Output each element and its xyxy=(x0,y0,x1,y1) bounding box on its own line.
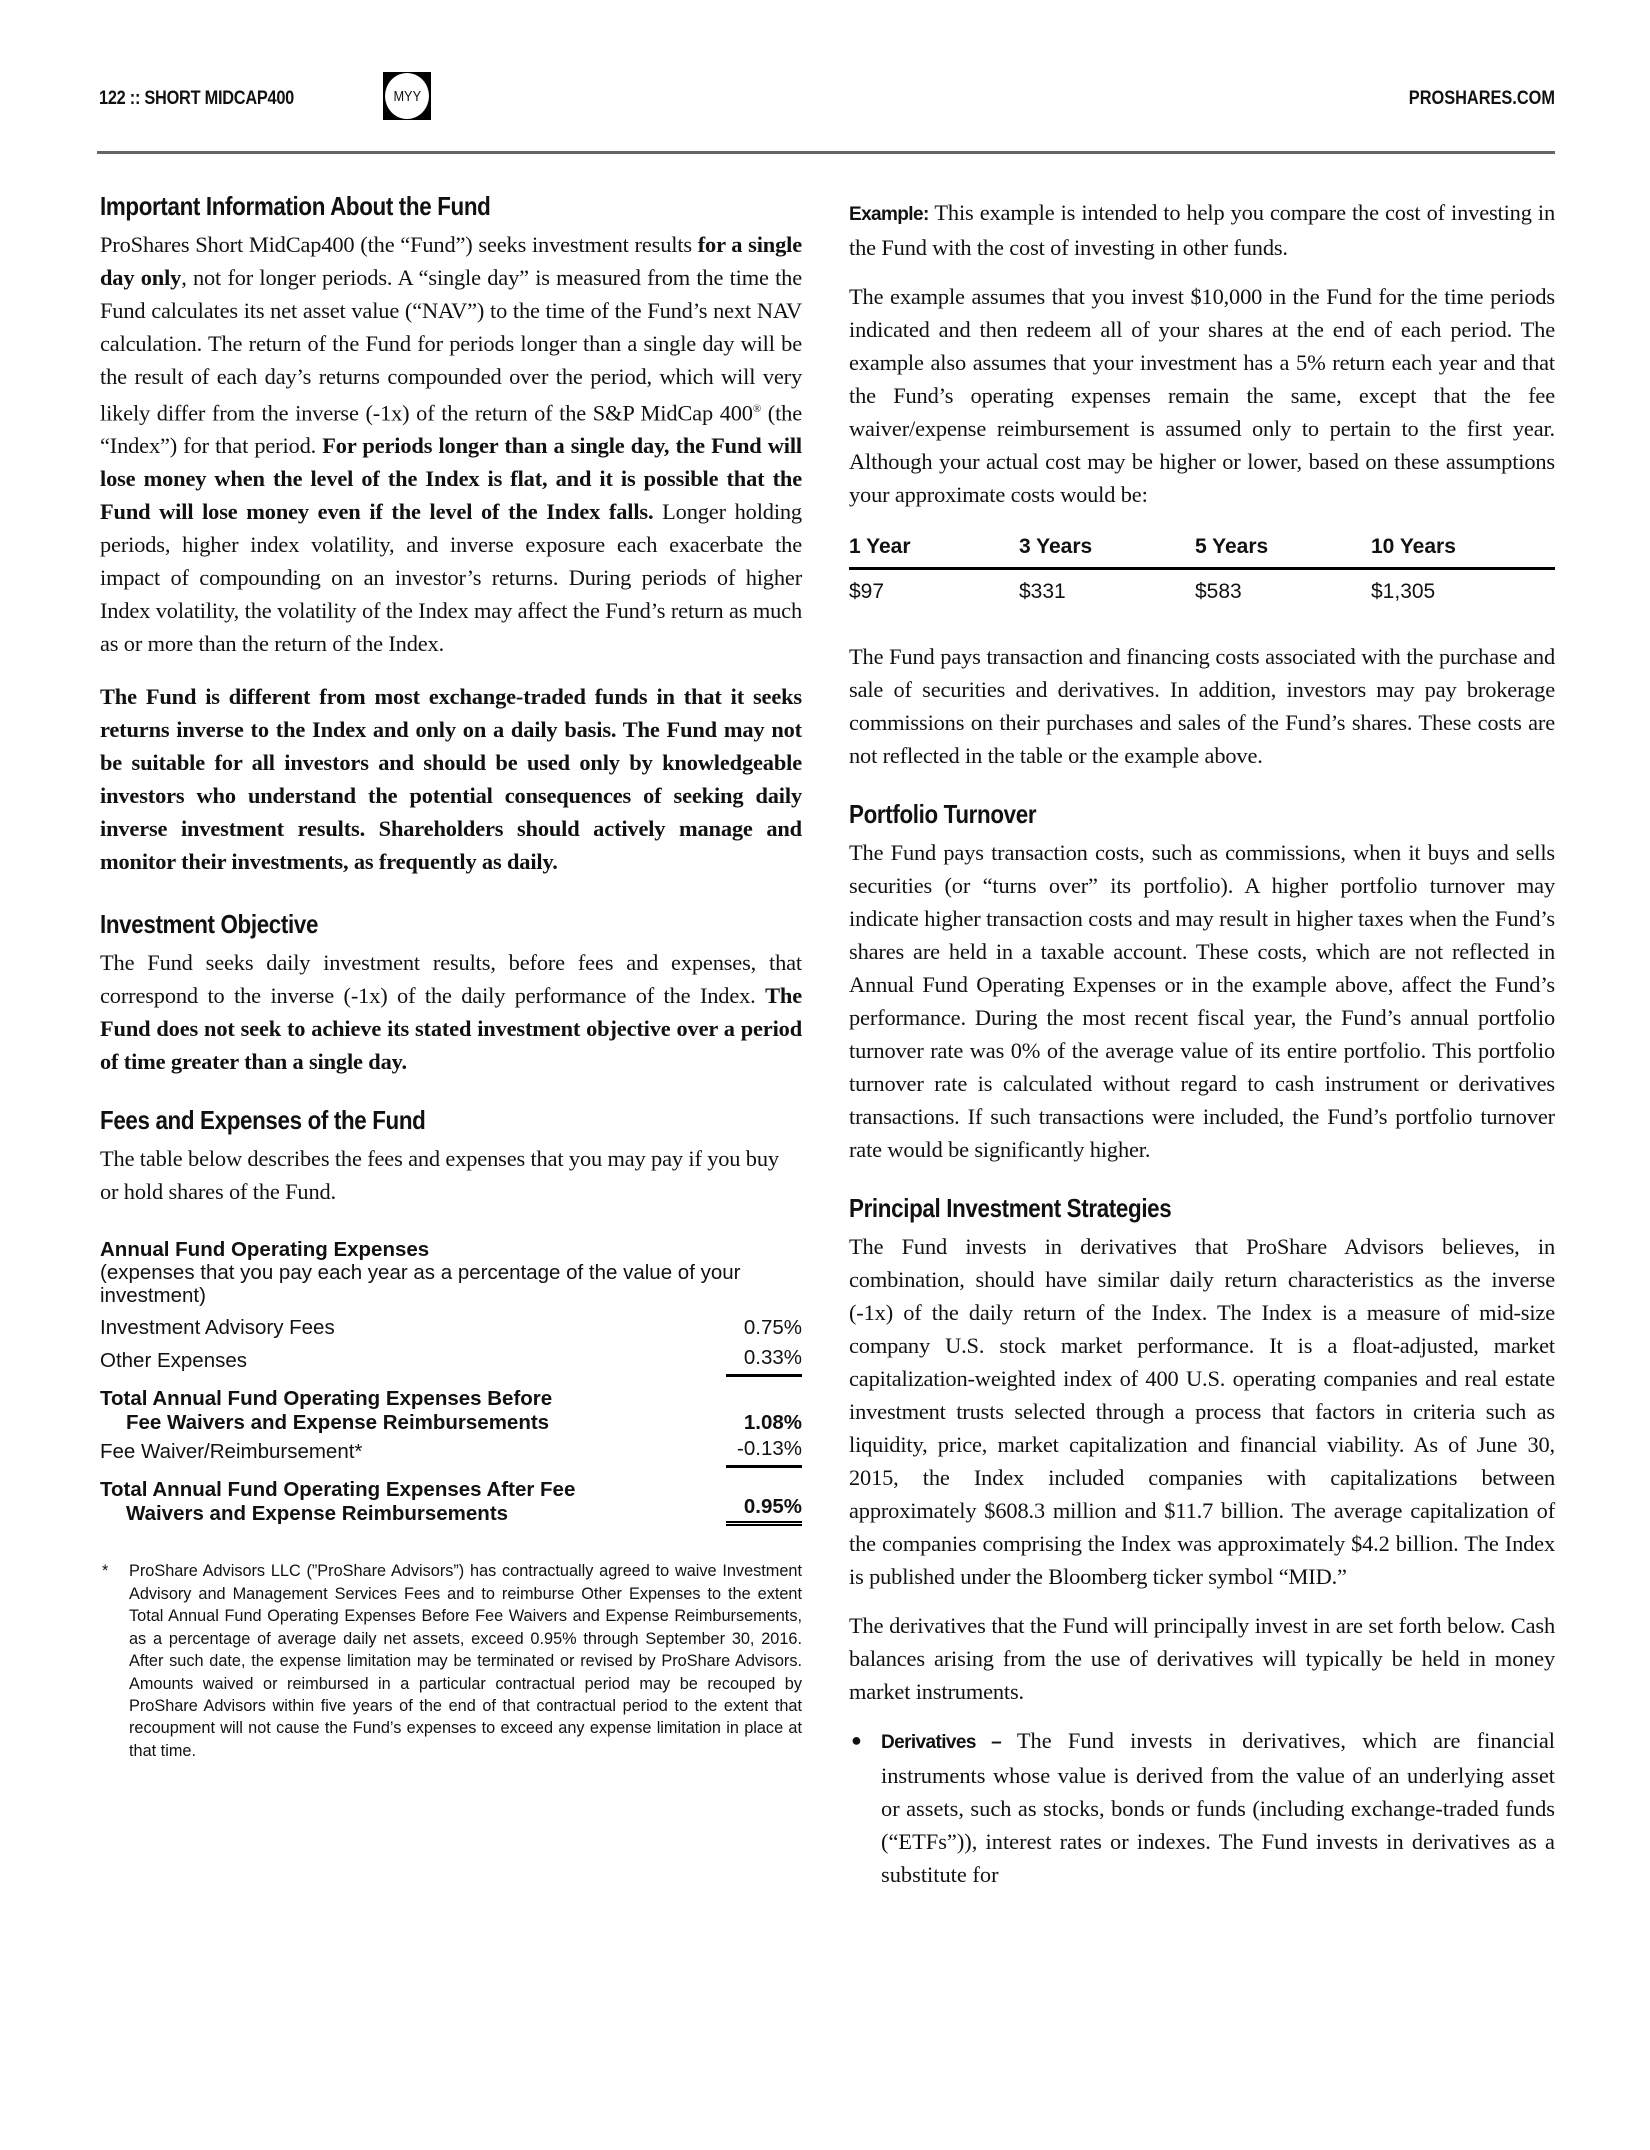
ticker-circle xyxy=(385,73,429,119)
page-header-label: 122 :: SHORT MIDCAP400 xyxy=(99,88,295,109)
row-label: Fee Waiver/Reimbursement* xyxy=(100,1440,363,1464)
bold-run: For periods longer than a single day, the Fund will lose money when the level of the Index is flat, and it is possible that the Fund will lose money even if the level of the Index falls. xyxy=(100,433,802,525)
footnote-marker: * xyxy=(102,1562,109,1581)
investment-objective-section xyxy=(100,908,802,1078)
bold-run: The Fund does not seek to achieve its stated investment objective over a period of time greater than a single day. xyxy=(100,983,802,1075)
text-run: , not for longer periods. A “single day” is measured from the time the Fund calculates its net asset value (“NAV”) to the time of the Fund’s next NAV calculation. The return of the Fund for periods longer than a single day will be the result of each day’s returns compounded over the period, which will very likely differ from the inverse (-1x) of the return of the S&P MidCap 400 xyxy=(100,265,802,426)
row-label: Other Expenses xyxy=(100,1349,247,1373)
table-cell: $97 xyxy=(849,580,885,603)
row-label-line: Fee Waivers and Expense Reimbursements xyxy=(126,1411,550,1435)
section-heading-important: Important Information About the Fund xyxy=(100,191,491,221)
section-heading-objective: Investment Objective xyxy=(100,909,319,940)
ticker-badge xyxy=(383,72,431,120)
table-row xyxy=(100,1344,802,1377)
strategies-paragraph-2: The derivatives that the Fund will principally invest in are set forth below. Cash balances arising from the use of derivatives will typically be held in money market instruments. xyxy=(849,1613,1555,1704)
table-row-total-after xyxy=(100,1478,802,1526)
bullet-icon: ● xyxy=(851,1730,862,1750)
row-value: 0.75% xyxy=(743,1316,802,1340)
fees-section xyxy=(100,1104,802,1762)
registered-mark: ® xyxy=(752,403,762,415)
row-label: Investment Advisory Fees xyxy=(100,1316,335,1340)
important-paragraph-2 xyxy=(100,680,802,878)
table-cell: $331 xyxy=(1019,580,1066,603)
row-label-line: Total Annual Fund Operating Expenses After Fee xyxy=(100,1478,576,1502)
example-section xyxy=(849,196,1555,772)
footnote xyxy=(100,1560,802,1762)
row-value: 0.33% xyxy=(726,1344,802,1377)
example-label: Example: xyxy=(849,204,929,225)
bullet-term: Derivatives – xyxy=(881,1732,1002,1753)
left-column xyxy=(100,190,802,1762)
right-column xyxy=(849,196,1555,1891)
example-intro xyxy=(849,196,1555,264)
row-value: 1.08% xyxy=(743,1411,802,1435)
text-run: This example is intended to help you compare the cost of investing in the Fund with the cost of investing in other funds. xyxy=(849,200,1555,260)
text-run: The Fund seeks daily investment results, before fees and expenses, that correspond to the inverse (-1x) of the daily performance of the Index. xyxy=(100,950,802,1009)
transaction-costs-paragraph: The Fund pays transaction and financing costs associated with the purchase and sale of securities and derivatives. In addition, investors may pay brokerage commissions on their purchases and sales of the Fund’s shares. These costs are not reflected in the table or the example above. xyxy=(849,644,1555,768)
column-header: 10 Years xyxy=(1371,529,1555,569)
text-run: Longer holding periods, higher index volatility, and inverse exposure each exacerbate the impact of compounding on an investor’s returns. During periods of higher Index volatility, the volatility of the Index may affect the Fund’s return as much as or more than the return of the Index. xyxy=(100,499,802,657)
bold-run: The Fund is different from most exchange-traded funds in that it seeks returns inverse to the Index and only on a daily basis. The Fund may not be suitable for all investors and should be used only by knowledgeable investors who understand the potential consequences of seeking daily inverse investment results. Shareholders should actively manage and monitor their investments, as frequently as daily. xyxy=(100,684,802,875)
text-run: ProShares Short MidCap400 (the “Fund”) seeks investment results xyxy=(100,232,698,257)
list-item xyxy=(849,1724,1555,1891)
list-item-text xyxy=(881,1724,1555,1891)
section-heading-strategies: Principal Investment Strategies xyxy=(849,1193,1172,1223)
column-header: 1 Year xyxy=(849,529,1019,569)
ticker-symbol: MYY xyxy=(393,87,421,105)
table-row-total-before xyxy=(100,1387,802,1435)
footnote-text: ProShare Advisors LLC (”ProShare Advisors”) has contractually agreed to waive Investment Advisory and Management Services Fees and to reimburse Other Expenses to the extent Total Annual Fund Operating Expenses Before Fee Waivers and Expense Reimbursements, as a percentage of average daily net assets, exceed 0.95% through September 30, 2016. After such date, the expense limitation may be terminated or revised by ProShare Advisors. Amounts waived or reimbursed in a particular contractual period may be recouped by ProShare Advisors within five years of the end of that contractual period to the extent that recoupment will not cause the Fund’s expenses to exceed any expense limitation in place at that time. xyxy=(129,1562,802,1760)
important-info-section xyxy=(100,190,802,878)
row-value: 0.95% xyxy=(726,1495,802,1526)
row-label-line: Waivers and Expense Reimbursements xyxy=(126,1502,509,1526)
cost-example-table xyxy=(849,529,1555,610)
row-label xyxy=(100,1387,552,1435)
portfolio-turnover-section xyxy=(849,798,1555,1166)
table-row xyxy=(849,569,1555,611)
row-label-line: Total Annual Fund Operating Expenses Before xyxy=(100,1387,553,1411)
table-title: Annual Fund Operating Expenses xyxy=(100,1238,430,1262)
turnover-paragraph: The Fund pays transaction costs, such as commissions, when it buys and sells securities (or “turns over” its portfolio). A higher portfolio turnover may indicate higher transaction costs and may result in higher taxes when the Fund’s shares are held in a taxable account. These costs, which are not reflected in Annual Fund Operating Expenses or in the example above, affect the Fund’s performance. During the most recent fiscal year, the Fund’s annual portfolio turnover rate was 0% of the average value of its entire portfolio. This portfolio turnover rate is calculated without regard to cash instrument or derivatives transactions. If such transactions were included, the Fund’s portfolio turnover rate would be significantly higher. xyxy=(849,840,1555,1162)
table-subtitle: (expenses that you pay each year as a percentage of the value of your investment) xyxy=(100,1261,741,1308)
fees-intro: The table below describes the fees and expenses that you may pay if you buy or hold shares of the Fund. xyxy=(100,1146,779,1205)
table-header-row xyxy=(849,529,1555,569)
column-header: 5 Years xyxy=(1195,529,1371,569)
table-row-waiver xyxy=(100,1435,802,1468)
section-heading-fees: Fees and Expenses of the Fund xyxy=(100,1105,426,1136)
table-cell: $1,305 xyxy=(1371,580,1436,603)
row-label xyxy=(100,1478,575,1526)
text-run: (the “Index”) for that period. xyxy=(100,400,802,459)
table-cell: $583 xyxy=(1195,580,1242,603)
operating-expenses-table xyxy=(100,1238,802,1526)
objective-paragraph xyxy=(100,946,802,1078)
text-run: The Fund invests in derivatives, which are financial instruments whose value is derived from the value of an underlying asset or assets, such as stocks, bonds or funds (including exchange-traded funds (“ETFs”)), interest rates or indexes. The Fund invests in derivatives as a substitute for xyxy=(881,1728,1555,1887)
section-heading-turnover: Portfolio Turnover xyxy=(849,799,1037,829)
bold-run: for a single day only xyxy=(100,232,802,290)
table-row xyxy=(100,1311,802,1344)
strategies-section xyxy=(849,1192,1555,1891)
row-value: -0.13% xyxy=(726,1435,802,1468)
example-assumptions: The example assumes that you invest $10,000 in the Fund for the time periods indicated and then redeem all of your shares at the end of each period. The example also assumes that your investment has a 5% return each year and that the Fund’s operating expenses remain the same, except that the fee waiver/expense reimbursement is assumed only to pertain to the first year. Although your actual cost may be higher or lower, based on these assumptions your approximate costs would be: xyxy=(849,284,1555,507)
header-divider xyxy=(97,151,1555,154)
column-header: 3 Years xyxy=(1019,529,1195,569)
site-link[interactable]: PROSHARES.COM xyxy=(1408,88,1555,109)
important-paragraph-1 xyxy=(100,228,802,660)
strategies-paragraph-1: The Fund invests in derivatives that ProShare Advisors believes, in combination, should have similar daily return characteristics as the inverse (-1x) of the daily return of the Index. The Index is a measure of mid-size company U.S. stock market performance. It is a float-adjusted, market capitalization-weighted index of 400 U.S. operating companies and real estate investment trusts selected through a process that factors in criteria such as liquidity, price, market capitalization and financial viability. As of June 30, 2015, the Index included companies with capitalizations between approximately $608.3 million and $11.7 billion. The average capitalization of the companies comprising the Index was approximately $4.2 billion. The Index is published under the Bloomberg ticker symbol “MID.” xyxy=(849,1234,1555,1589)
